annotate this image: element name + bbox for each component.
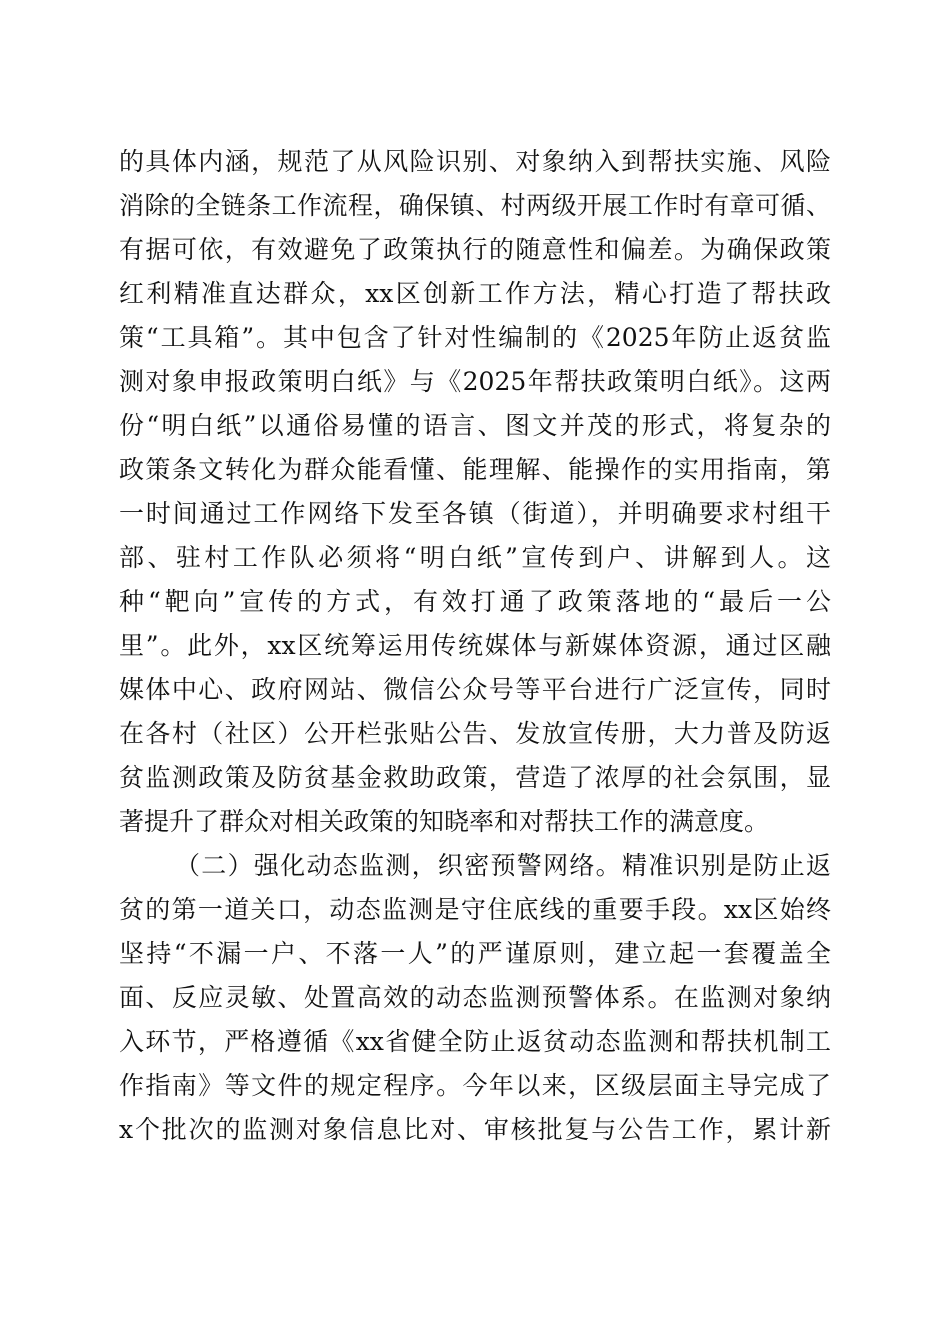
section-heading-line: （二）强化动态监测，织密预警网络。精准识别是防止返 xyxy=(175,851,831,880)
text-line: 作指南》等文件的规定程序。今年以来，区级层面主导完成了 xyxy=(119,1071,831,1100)
text-line: 媒体中心、政府网站、微信公众号等平台进行广泛宣传，同时 xyxy=(119,675,831,704)
paragraph-end-line: 著提升了群众对相关政策的知晓率和对帮扶工作的满意度。 xyxy=(119,807,770,836)
text-line: 红利精准直达群众，xx区创新工作方法，精心打造了帮扶政 xyxy=(119,279,831,308)
text-line: 贫监测政策及防贫基金救助政策，营造了浓厚的社会氛围，显 xyxy=(119,763,831,792)
text-line: 入环节，严格遵循《xx省健全防止返贫动态监测和帮扶机制工 xyxy=(119,1027,831,1056)
text-line: 里”。此外，xx区统筹运用传统媒体与新媒体资源，通过区融 xyxy=(119,631,831,660)
text-line: 的具体内涵，规范了从风险识别、对象纳入到帮扶实施、风险 xyxy=(119,147,831,176)
text-line: 测对象申报政策明白纸》与《2025年帮扶政策明白纸》。这两 xyxy=(119,367,831,396)
text-line: x个批次的监测对象信息比对、审核批复与公告工作，累计新 xyxy=(119,1115,831,1144)
text-line: 贫的第一道关口，动态监测是守住底线的重要手段。xx区始终 xyxy=(119,895,831,924)
text-line: 在各村（社区）公开栏张贴公告、发放宣传册，大力普及防返 xyxy=(119,719,831,748)
text-line: 一时间通过工作网络下发至各镇（街道），并明确要求村组干 xyxy=(119,499,831,528)
text-line: 政策条文转化为群众能看懂、能理解、能操作的实用指南，第 xyxy=(119,455,831,484)
text-line: 份“明白纸”以通俗易懂的语言、图文并茂的形式，将复杂的 xyxy=(119,411,831,440)
text-line: 坚持“不漏一户、不落一人”的严谨原则，建立起一套覆盖全 xyxy=(119,939,831,968)
text-line: 种“靶向”宣传的方式，有效打通了政策落地的“最后一公 xyxy=(119,587,831,616)
text-line: 有据可依，有效避免了政策执行的随意性和偏差。为确保政策 xyxy=(119,235,831,264)
text-line: 面、反应灵敏、处置高效的动态监测预警体系。在监测对象纳 xyxy=(119,983,831,1012)
body-text xyxy=(119,140,831,1152)
text-line: 策“工具箱”。其中包含了针对性编制的《2025年防止返贫监 xyxy=(119,323,831,352)
text-line: 消除的全链条工作流程，确保镇、村两级开展工作时有章可循、 xyxy=(119,191,831,220)
text-line: 部、驻村工作队必须将“明白纸”宣传到户、讲解到人。这 xyxy=(119,543,831,572)
